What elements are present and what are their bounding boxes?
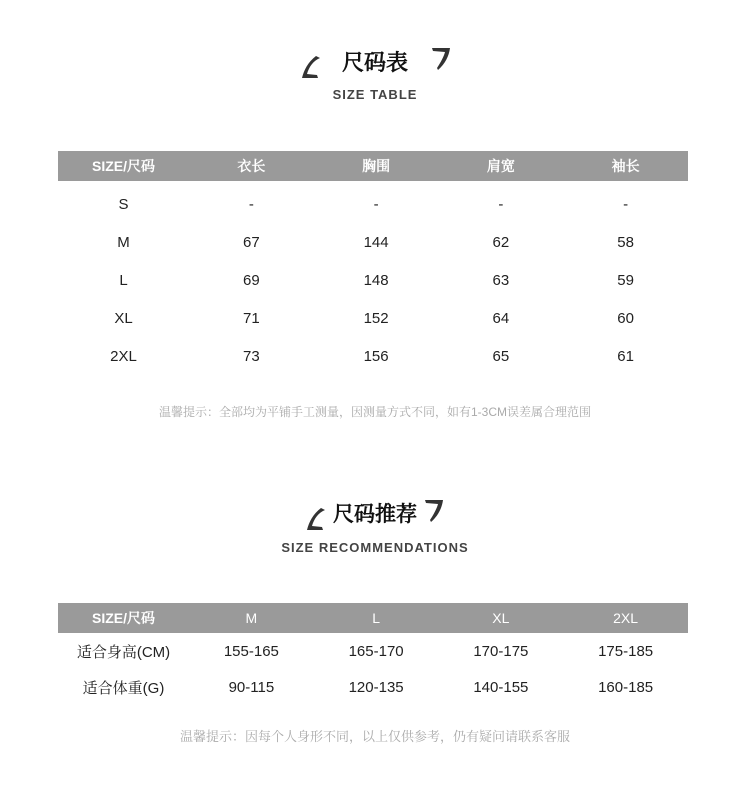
size-table-heading	[0, 46, 750, 102]
size-table-subtitle: SIZE TABLE	[332, 87, 418, 102]
header-chest: 胸围	[362, 158, 391, 174]
value-cell: 71	[243, 309, 260, 327]
size-table-header	[58, 151, 688, 181]
header-xl: XL	[492, 610, 510, 626]
left-swoosh-icon	[298, 52, 324, 82]
row-label: 适合身高(CM)	[76, 643, 171, 661]
header-sleeve: 袖长	[611, 158, 640, 174]
size-rec-table	[58, 603, 688, 705]
header-size: SIZE/尺码	[91, 610, 155, 626]
row-label: 适合体重(G)	[82, 679, 165, 697]
value-cell: -	[498, 195, 504, 213]
table-row	[58, 223, 688, 261]
table-row	[58, 185, 688, 223]
value-cell: 175-185	[598, 642, 654, 660]
table-row	[58, 337, 688, 375]
size-rec-title-row	[333, 498, 417, 528]
value-cell: 61	[617, 347, 634, 365]
value-cell: 63	[492, 271, 510, 289]
header-2xl: 2XL	[613, 610, 639, 626]
value-cell: 144	[363, 233, 389, 251]
recommendation-note: 温馨提示：因每个人身形不同，以上仅供参考，仍有疑问请联系客服	[179, 729, 570, 744]
value-cell: 152	[363, 309, 389, 327]
value-cell: 64	[492, 309, 510, 327]
header-l: L	[372, 610, 380, 626]
value-cell: -	[623, 195, 629, 213]
value-cell: 69	[243, 271, 260, 289]
size-table	[58, 151, 688, 375]
size-rec-title: 尺码推荐	[333, 502, 417, 526]
value-cell: 148	[363, 271, 389, 289]
value-cell: 170-175	[473, 642, 529, 660]
size-cell: S	[118, 195, 129, 213]
size-cell: L	[119, 271, 128, 289]
size-rec-heading	[0, 498, 750, 555]
size-cell: XL	[114, 309, 133, 327]
value-cell: 120-135	[348, 678, 404, 696]
value-cell: 59	[617, 271, 634, 289]
header-shoulder: 肩宽	[486, 158, 515, 174]
size-rec-subtitle: SIZE RECOMMENDATIONS	[281, 540, 469, 555]
size-table-title: 尺码表	[341, 51, 408, 76]
size-cell: M	[117, 233, 130, 251]
measurement-note: 温馨提示：全部均为平铺手工测量，因测量方式不同，如有1-3CM误差属合理范围	[158, 405, 591, 419]
table-row	[58, 299, 688, 337]
value-cell: 165-170	[348, 642, 404, 660]
value-cell: 140-155	[473, 678, 529, 696]
value-cell: 160-185	[598, 678, 654, 696]
table-row	[58, 261, 688, 299]
table-row	[58, 669, 688, 705]
right-swoosh-icon	[428, 44, 454, 74]
size-rec-header	[58, 603, 688, 633]
size-cell: 2XL	[110, 347, 137, 365]
header-length: 衣长	[237, 158, 266, 174]
value-cell: -	[248, 195, 254, 213]
value-cell: 65	[492, 347, 510, 365]
value-cell: 90-115	[228, 678, 275, 696]
value-cell: 60	[617, 309, 634, 327]
value-cell: 73	[243, 347, 260, 365]
value-cell: 156	[363, 347, 389, 365]
value-cell: 155-165	[223, 642, 279, 660]
value-cell: 62	[492, 233, 510, 251]
size-table-title-row	[342, 46, 408, 77]
header-size: SIZE/尺码	[91, 158, 155, 174]
right-swoosh-icon	[421, 496, 447, 526]
table-row	[58, 633, 688, 669]
value-cell: 58	[617, 233, 634, 251]
header-m: M	[245, 610, 258, 626]
value-cell: -	[373, 195, 379, 213]
left-swoosh-icon	[303, 504, 329, 534]
value-cell: 67	[243, 233, 260, 251]
